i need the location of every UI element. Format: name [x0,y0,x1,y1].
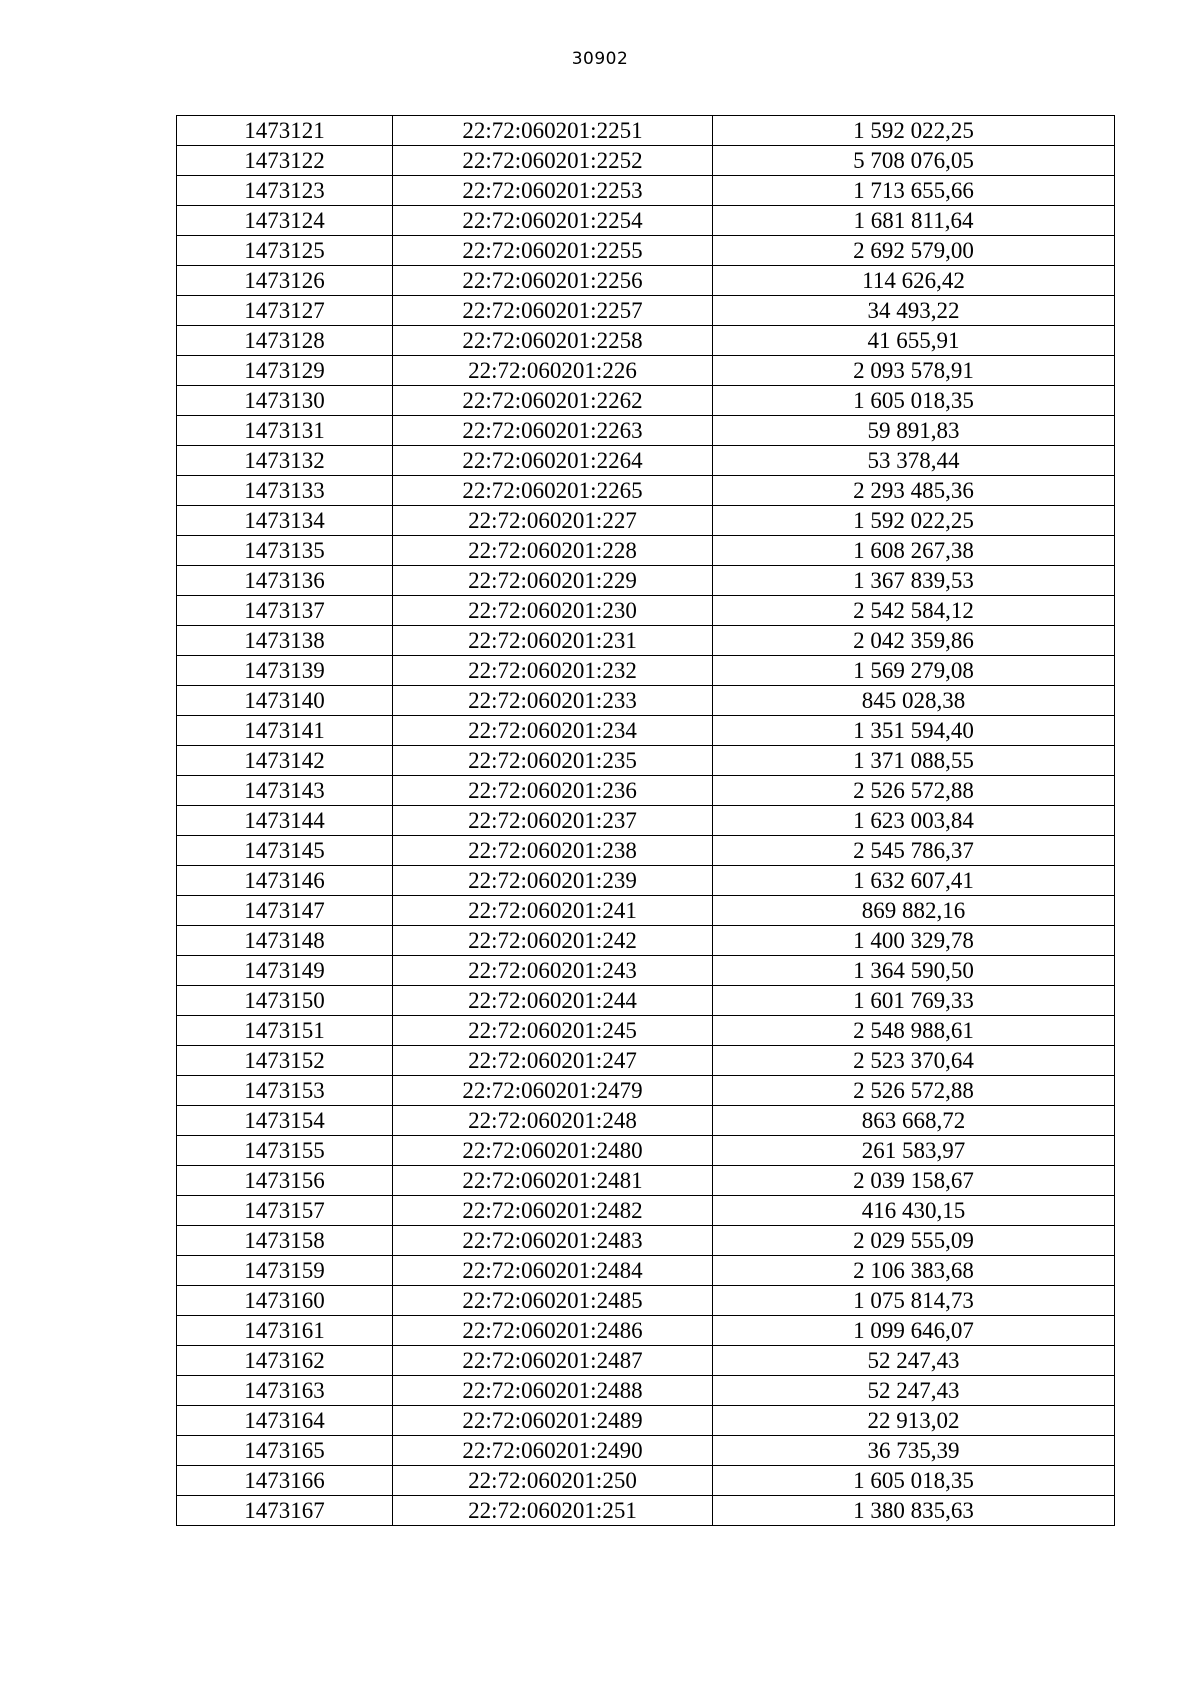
table-row [177,1496,1115,1526]
row-id-cell: 1473157 [177,1196,393,1226]
cadastral-number-cell: 22:72:060201:2487 [393,1346,713,1376]
value-cell: 41 655,91 [713,326,1115,356]
table-row [177,836,1115,866]
value-cell: 2 542 584,12 [713,596,1115,626]
cadastral-number-cell: 22:72:060201:2481 [393,1166,713,1196]
row-id-cell: 1473125 [177,236,393,266]
cadastral-number-cell: 22:72:060201:2479 [393,1076,713,1106]
row-id-cell: 1473147 [177,896,393,926]
value-cell: 1 364 590,50 [713,956,1115,986]
row-id-cell: 1473165 [177,1436,393,1466]
table-row [177,1256,1115,1286]
value-cell: 416 430,15 [713,1196,1115,1226]
row-id-cell: 1473148 [177,926,393,956]
cadastral-number-cell: 22:72:060201:2253 [393,176,713,206]
value-cell: 5 708 076,05 [713,146,1115,176]
table-row [177,686,1115,716]
table-row [177,656,1115,686]
row-id-cell: 1473135 [177,536,393,566]
cadastral-number-cell: 22:72:060201:2483 [393,1226,713,1256]
table-row [177,536,1115,566]
cadastral-number-cell: 22:72:060201:2264 [393,446,713,476]
value-cell: 36 735,39 [713,1436,1115,1466]
table-row [177,1316,1115,1346]
cadastral-number-cell: 22:72:060201:233 [393,686,713,716]
value-cell: 1 608 267,38 [713,536,1115,566]
row-id-cell: 1473164 [177,1406,393,1436]
cadastral-number-cell: 22:72:060201:242 [393,926,713,956]
value-cell: 52 247,43 [713,1346,1115,1376]
cadastral-number-cell: 22:72:060201:245 [393,1016,713,1046]
row-id-cell: 1473161 [177,1316,393,1346]
value-cell: 1 367 839,53 [713,566,1115,596]
row-id-cell: 1473146 [177,866,393,896]
row-id-cell: 1473153 [177,1076,393,1106]
value-cell: 34 493,22 [713,296,1115,326]
cadastral-number-cell: 22:72:060201:238 [393,836,713,866]
cadastral-number-cell: 22:72:060201:241 [393,896,713,926]
value-cell: 2 692 579,00 [713,236,1115,266]
row-id-cell: 1473137 [177,596,393,626]
table-row [177,296,1115,326]
row-id-cell: 1473160 [177,1286,393,1316]
value-cell: 1 380 835,63 [713,1496,1115,1526]
row-id-cell: 1473132 [177,446,393,476]
value-cell: 2 526 572,88 [713,776,1115,806]
row-id-cell: 1473155 [177,1136,393,1166]
value-cell: 114 626,42 [713,266,1115,296]
table-row [177,206,1115,236]
table-row [177,416,1115,446]
cadastral-number-cell: 22:72:060201:2263 [393,416,713,446]
value-cell: 1 099 646,07 [713,1316,1115,1346]
value-cell: 1 400 329,78 [713,926,1115,956]
row-id-cell: 1473139 [177,656,393,686]
value-cell: 1 075 814,73 [713,1286,1115,1316]
value-cell: 869 882,16 [713,896,1115,926]
cadastral-number-cell: 22:72:060201:237 [393,806,713,836]
cadastral-number-cell: 22:72:060201:2258 [393,326,713,356]
table-row [177,326,1115,356]
row-id-cell: 1473154 [177,1106,393,1136]
cadastral-number-cell: 22:72:060201:2488 [393,1376,713,1406]
cadastral-number-cell: 22:72:060201:232 [393,656,713,686]
table-row [177,1466,1115,1496]
cadastral-number-cell: 22:72:060201:247 [393,1046,713,1076]
row-id-cell: 1473130 [177,386,393,416]
row-id-cell: 1473144 [177,806,393,836]
row-id-cell: 1473158 [177,1226,393,1256]
table-row [177,356,1115,386]
cadastral-number-cell: 22:72:060201:2265 [393,476,713,506]
cadastral-number-cell: 22:72:060201:239 [393,866,713,896]
table-row [177,1106,1115,1136]
value-cell: 2 042 359,86 [713,626,1115,656]
table-row [177,986,1115,1016]
cadastral-number-cell: 22:72:060201:248 [393,1106,713,1136]
cadastral-number-cell: 22:72:060201:2482 [393,1196,713,1226]
cadastral-number-cell: 22:72:060201:229 [393,566,713,596]
value-cell: 53 378,44 [713,446,1115,476]
value-cell: 1 371 088,55 [713,746,1115,776]
table-row [177,1436,1115,1466]
table-row [177,1196,1115,1226]
value-cell: 2 293 485,36 [713,476,1115,506]
data-table [176,115,1115,1526]
page-number: 30902 [571,49,629,69]
row-id-cell: 1473121 [177,116,393,146]
cadastral-number-cell: 22:72:060201:234 [393,716,713,746]
value-cell: 1 605 018,35 [713,386,1115,416]
table-row [177,236,1115,266]
value-cell: 52 247,43 [713,1376,1115,1406]
cadastral-number-cell: 22:72:060201:2257 [393,296,713,326]
table-row [177,506,1115,536]
value-cell: 2 545 786,37 [713,836,1115,866]
value-cell: 1 681 811,64 [713,206,1115,236]
row-id-cell: 1473143 [177,776,393,806]
cadastral-number-cell: 22:72:060201:2255 [393,236,713,266]
cadastral-number-cell: 22:72:060201:2251 [393,116,713,146]
table-row [177,1226,1115,1256]
table-row [177,1166,1115,1196]
row-id-cell: 1473163 [177,1376,393,1406]
row-id-cell: 1473133 [177,476,393,506]
cadastral-number-cell: 22:72:060201:230 [393,596,713,626]
value-cell: 1 632 607,41 [713,866,1115,896]
table-body [177,116,1115,1526]
table-row [177,1286,1115,1316]
cadastral-number-cell: 22:72:060201:235 [393,746,713,776]
value-cell: 1 713 655,66 [713,176,1115,206]
cadastral-number-cell: 22:72:060201:231 [393,626,713,656]
value-cell: 2 526 572,88 [713,1076,1115,1106]
cadastral-number-cell: 22:72:060201:2484 [393,1256,713,1286]
table-row [177,566,1115,596]
row-id-cell: 1473129 [177,356,393,386]
table-row [177,266,1115,296]
value-cell: 1 605 018,35 [713,1466,1115,1496]
table-row [177,116,1115,146]
row-id-cell: 1473156 [177,1166,393,1196]
table-row [177,1136,1115,1166]
row-id-cell: 1473145 [177,836,393,866]
table-row [177,866,1115,896]
table-row [177,926,1115,956]
table-row [177,776,1115,806]
table-row [177,1016,1115,1046]
cadastral-number-cell: 22:72:060201:227 [393,506,713,536]
value-cell: 59 891,83 [713,416,1115,446]
table-row [177,176,1115,206]
row-id-cell: 1473134 [177,506,393,536]
row-id-cell: 1473140 [177,686,393,716]
row-id-cell: 1473124 [177,206,393,236]
cadastral-number-cell: 22:72:060201:2489 [393,1406,713,1436]
table-row [177,896,1115,926]
cadastral-number-cell: 22:72:060201:2490 [393,1436,713,1466]
cadastral-number-cell: 22:72:060201:2256 [393,266,713,296]
table-row [177,746,1115,776]
cadastral-number-cell: 22:72:060201:2480 [393,1136,713,1166]
value-cell: 1 623 003,84 [713,806,1115,836]
value-cell: 863 668,72 [713,1106,1115,1136]
value-cell: 2 106 383,68 [713,1256,1115,1286]
value-cell: 1 351 594,40 [713,716,1115,746]
table-row [177,1406,1115,1436]
row-id-cell: 1473159 [177,1256,393,1286]
cadastral-number-cell: 22:72:060201:226 [393,356,713,386]
row-id-cell: 1473122 [177,146,393,176]
cadastral-number-cell: 22:72:060201:2252 [393,146,713,176]
value-cell: 1 569 279,08 [713,656,1115,686]
value-cell: 2 523 370,64 [713,1046,1115,1076]
table-row [177,626,1115,656]
value-cell: 261 583,97 [713,1136,1115,1166]
table-row [177,1376,1115,1406]
table-row [177,1346,1115,1376]
cadastral-number-cell: 22:72:060201:251 [393,1496,713,1526]
cadastral-number-cell: 22:72:060201:244 [393,986,713,1016]
table-row [177,446,1115,476]
cadastral-number-cell: 22:72:060201:243 [393,956,713,986]
cadastral-number-cell: 22:72:060201:236 [393,776,713,806]
table-row [177,146,1115,176]
row-id-cell: 1473142 [177,746,393,776]
table-row [177,716,1115,746]
cadastral-number-cell: 22:72:060201:2485 [393,1286,713,1316]
row-id-cell: 1473152 [177,1046,393,1076]
cadastral-number-cell: 22:72:060201:2262 [393,386,713,416]
row-id-cell: 1473131 [177,416,393,446]
row-id-cell: 1473162 [177,1346,393,1376]
table-row [177,476,1115,506]
table-row [177,1046,1115,1076]
value-cell: 2 029 555,09 [713,1226,1115,1256]
value-cell: 2 548 988,61 [713,1016,1115,1046]
row-id-cell: 1473151 [177,1016,393,1046]
cadastral-number-cell: 22:72:060201:228 [393,536,713,566]
row-id-cell: 1473138 [177,626,393,656]
row-id-cell: 1473166 [177,1466,393,1496]
cadastral-number-cell: 22:72:060201:2486 [393,1316,713,1346]
table-row [177,386,1115,416]
row-id-cell: 1473126 [177,266,393,296]
row-id-cell: 1473150 [177,986,393,1016]
row-id-cell: 1473141 [177,716,393,746]
value-cell: 2 093 578,91 [713,356,1115,386]
row-id-cell: 1473167 [177,1496,393,1526]
value-cell: 1 592 022,25 [713,506,1115,536]
row-id-cell: 1473123 [177,176,393,206]
value-cell: 22 913,02 [713,1406,1115,1436]
value-cell: 1 592 022,25 [713,116,1115,146]
table-row [177,806,1115,836]
row-id-cell: 1473128 [177,326,393,356]
row-id-cell: 1473149 [177,956,393,986]
value-cell: 2 039 158,67 [713,1166,1115,1196]
row-id-cell: 1473136 [177,566,393,596]
cadastral-number-cell: 22:72:060201:250 [393,1466,713,1496]
table-row [177,956,1115,986]
value-cell: 1 601 769,33 [713,986,1115,1016]
table-row [177,596,1115,626]
value-cell: 845 028,38 [713,686,1115,716]
cadastral-number-cell: 22:72:060201:2254 [393,206,713,236]
table-row [177,1076,1115,1106]
row-id-cell: 1473127 [177,296,393,326]
